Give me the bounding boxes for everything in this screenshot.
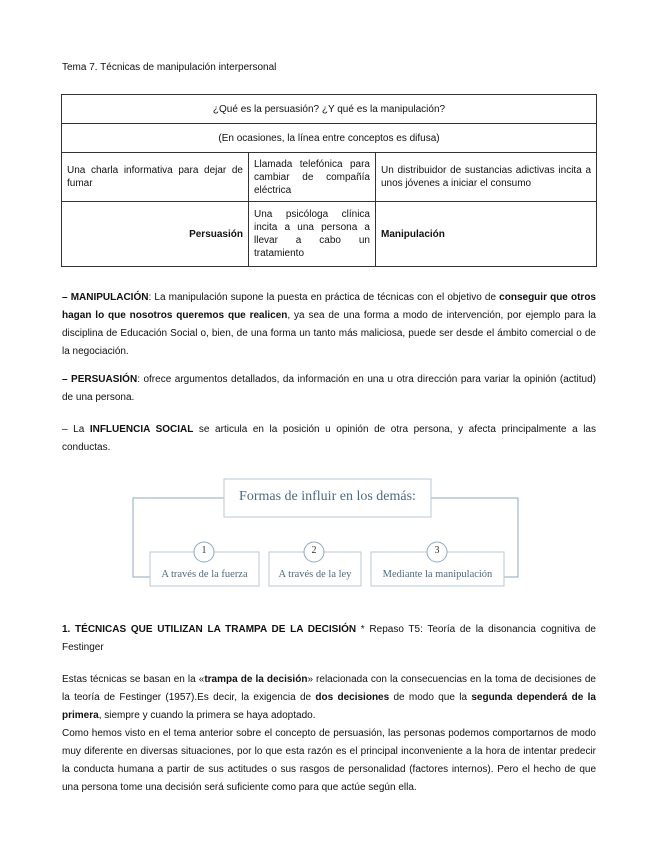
table-cell: Persuasión	[62, 202, 249, 267]
text: : La manipulación supone la puesta en práctica de técnicas con el objetivo de	[148, 292, 500, 303]
step-number: 3	[434, 545, 440, 556]
text: : ofrece argumentos detallados, da información en una u otra dirección para variar la opinión (actitud) de una persona.	[62, 374, 596, 403]
diagram-item-label: Mediante la manipulación	[382, 569, 493, 580]
section-note: * Repaso T5: Teoría de la disonancia cognitiva de Festinger	[62, 624, 596, 653]
text-bold: segunda dependerá de la primera	[62, 692, 596, 721]
text-bold: dos decisiones	[315, 692, 390, 703]
table-row	[62, 95, 597, 124]
diagram-title: Formas de influir en los demás:	[239, 489, 416, 504]
step-number: 2	[311, 545, 317, 556]
text: » relacionada con la consecuencias en la toma de decisiones de la teoría de Festinger (1957).Es decir, la exigencia de	[62, 674, 596, 703]
table-cell: Una charla informativa para dejar de fumar	[62, 153, 249, 202]
text: Como hemos visto en el tema anterior sobre el concepto de persuasión, las personas podemos comportarnos de modo muy diferente en diversas situaciones, por lo que esta razón es el principal inconveniente a la hora de intentar predecir la conducta humana a partir de sus actitudes o sus rasgos de personalidad (factores internos). Pero el hecho de que una persona tome una decisión será suficiente como para que actúe según ella.	[62, 728, 596, 793]
page-title: Tema 7. Técnicas de manipulación interpersonal	[62, 62, 277, 73]
table-row	[62, 153, 597, 202]
persuasion-label: – PERSUASIÓN	[62, 374, 138, 385]
comparison-table	[61, 94, 597, 267]
text-bold: conseguir que otros hagan lo que nosotros queremos que realicen	[62, 292, 596, 321]
text: , siempre y cuando la primera se haya adoptado.	[98, 710, 316, 721]
influencia-label: INFLUENCIA SOCIAL	[89, 424, 194, 435]
table-cell: ¿Qué es la persuasión? ¿Y qué es la manipulación?	[62, 95, 597, 124]
text: de modo que la	[389, 692, 472, 703]
text-bold: trampa de la decisión	[204, 674, 308, 685]
step-number: 1	[201, 545, 207, 556]
body-paragraph	[62, 671, 596, 797]
diagram-item-label: A través de la ley	[278, 569, 352, 580]
text: se articula en la posición u opinión de otra persona, y afecta principalmente a las conductas.	[62, 424, 596, 453]
text: , ya sea de una forma a modo de intervención, por ejemplo para la disciplina de Educación Social o, bien, de una forma un tanto más maliciosa, puede ser desde el ámbito comercial o de la negociación.	[62, 310, 596, 357]
text: Estas técnicas se basan en la «	[62, 674, 205, 685]
table-cell: Una psicóloga clínica incita a una persona a llevar a cabo un tratamiento	[249, 202, 376, 267]
table-cell: Un distribuidor de sustancias adictivas incita a unos jóvenes a iniciar el consumo	[376, 153, 597, 202]
diagram-item-label: A través de la fuerza	[161, 569, 248, 580]
table-row	[62, 202, 597, 267]
manipulacion-label: – MANIPULACIÓN	[62, 292, 149, 303]
table-row	[62, 124, 597, 153]
table-cell: (En ocasiones, la línea entre conceptos es difusa)	[62, 124, 597, 153]
table-cell: Manipulación	[376, 202, 597, 267]
influencia-paragraph	[62, 421, 596, 457]
manipulacion-paragraph	[62, 289, 596, 361]
text: – La	[62, 424, 90, 435]
table-cell: Llamada telefónica para cambiar de compañía eléctrica	[249, 153, 376, 202]
persuasion-paragraph	[62, 371, 596, 407]
influence-diagram	[128, 475, 523, 595]
section-title: 1. TÉCNICAS QUE UTILIZAN LA TRAMPA DE LA DECISIÓN	[62, 624, 357, 635]
section-heading	[62, 621, 596, 657]
